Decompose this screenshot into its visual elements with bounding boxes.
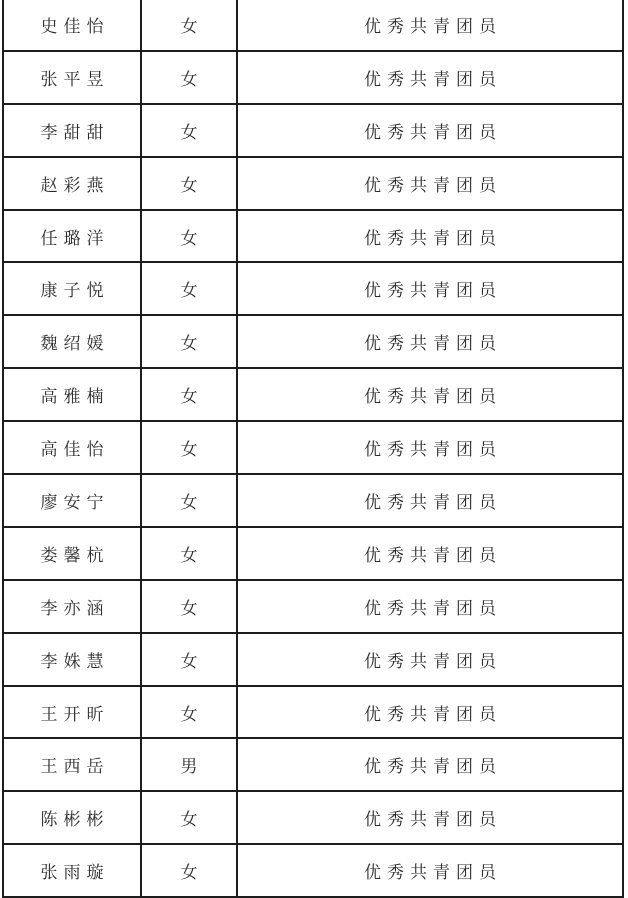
gender-cell: 女 <box>141 51 237 104</box>
gender-cell: 女 <box>141 210 237 263</box>
gender-cell: 女 <box>141 262 237 315</box>
award-cell: 优秀共青团员 <box>237 527 623 580</box>
gender-cell: 女 <box>141 104 237 157</box>
award-cell: 优秀共青团员 <box>237 368 623 421</box>
gender-cell: 女 <box>141 791 237 844</box>
name-cell: 张雨璇 <box>3 844 141 897</box>
table-row <box>3 791 623 844</box>
table-row <box>3 844 623 897</box>
gender-cell: 女 <box>141 580 237 633</box>
gender-cell: 女 <box>141 474 237 527</box>
table-row <box>3 474 623 527</box>
name-cell: 王西岳 <box>3 738 141 791</box>
award-cell: 优秀共青团员 <box>237 844 623 897</box>
gender-cell: 女 <box>141 527 237 580</box>
awards-table-body <box>3 0 623 897</box>
table-row <box>3 527 623 580</box>
award-cell: 优秀共青团员 <box>237 210 623 263</box>
gender-cell: 女 <box>141 844 237 897</box>
award-cell: 优秀共青团员 <box>237 686 623 739</box>
name-cell: 史佳怡 <box>3 0 141 51</box>
gender-cell: 女 <box>141 0 237 51</box>
name-cell: 王开昕 <box>3 686 141 739</box>
table-row <box>3 104 623 157</box>
name-cell: 赵彩燕 <box>3 157 141 210</box>
name-cell: 高雅楠 <box>3 368 141 421</box>
table-row <box>3 0 623 51</box>
award-cell: 优秀共青团员 <box>237 315 623 368</box>
table-row <box>3 580 623 633</box>
name-cell: 李甜甜 <box>3 104 141 157</box>
name-cell: 娄馨杭 <box>3 527 141 580</box>
name-cell: 康子悦 <box>3 262 141 315</box>
awards-table <box>2 0 624 898</box>
award-cell: 优秀共青团员 <box>237 738 623 791</box>
table-row <box>3 51 623 104</box>
award-cell: 优秀共青团员 <box>237 157 623 210</box>
table-row <box>3 210 623 263</box>
gender-cell: 女 <box>141 157 237 210</box>
award-cell: 优秀共青团员 <box>237 262 623 315</box>
table-row <box>3 738 623 791</box>
table-row <box>3 368 623 421</box>
award-cell: 优秀共青团员 <box>237 580 623 633</box>
gender-cell: 男 <box>141 738 237 791</box>
gender-cell: 女 <box>141 368 237 421</box>
table-row <box>3 262 623 315</box>
table-row <box>3 421 623 474</box>
table-row <box>3 686 623 739</box>
award-cell: 优秀共青团员 <box>237 0 623 51</box>
name-cell: 李姝慧 <box>3 633 141 686</box>
document-table-region <box>2 0 624 898</box>
gender-cell: 女 <box>141 633 237 686</box>
table-row <box>3 633 623 686</box>
name-cell: 陈彬彬 <box>3 791 141 844</box>
award-cell: 优秀共青团员 <box>237 421 623 474</box>
name-cell: 张平昱 <box>3 51 141 104</box>
gender-cell: 女 <box>141 315 237 368</box>
name-cell: 魏绍媛 <box>3 315 141 368</box>
name-cell: 任璐洋 <box>3 210 141 263</box>
award-cell: 优秀共青团员 <box>237 474 623 527</box>
name-cell: 高佳怡 <box>3 421 141 474</box>
gender-cell: 女 <box>141 686 237 739</box>
gender-cell: 女 <box>141 421 237 474</box>
table-row <box>3 157 623 210</box>
table-row <box>3 315 623 368</box>
name-cell: 李亦涵 <box>3 580 141 633</box>
award-cell: 优秀共青团员 <box>237 104 623 157</box>
award-cell: 优秀共青团员 <box>237 791 623 844</box>
award-cell: 优秀共青团员 <box>237 51 623 104</box>
award-cell: 优秀共青团员 <box>237 633 623 686</box>
name-cell: 廖安宁 <box>3 474 141 527</box>
